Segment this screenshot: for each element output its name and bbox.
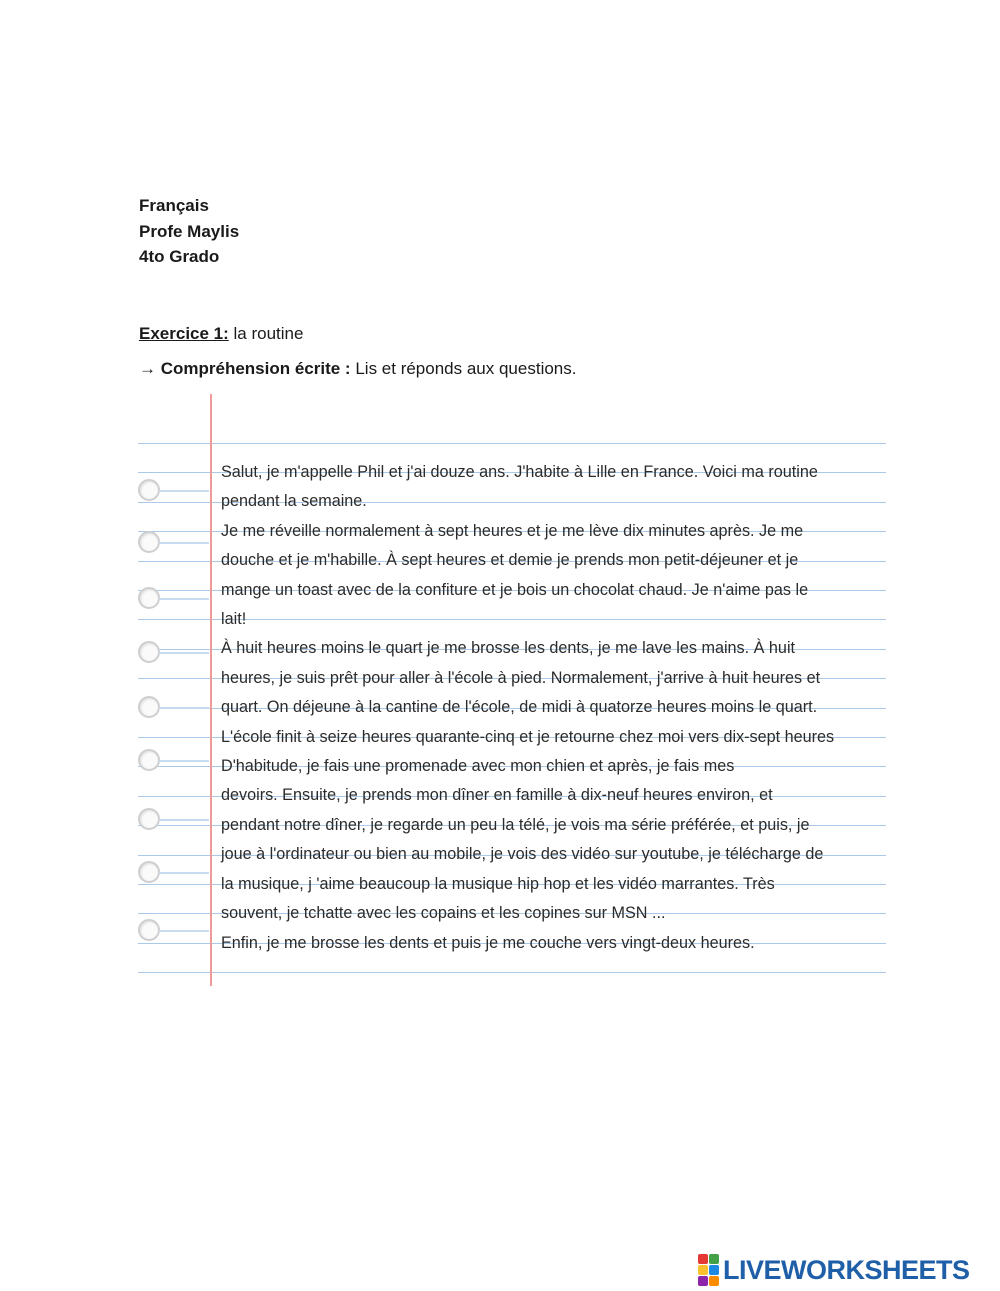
logo-block <box>698 1276 708 1286</box>
exercise-number: Exercice 1: <box>139 324 229 343</box>
ring-shadow-line <box>159 652 209 654</box>
logo-block <box>709 1254 719 1264</box>
binder-ring-icon <box>138 587 160 609</box>
passage-line: pendant notre dîner, je regarde un peu la télé, je vois ma série préférée, et puis, je <box>221 815 810 834</box>
liveworksheets-logo <box>698 1255 970 1285</box>
reading-passage <box>221 458 901 958</box>
binder-ring-icon <box>138 861 160 883</box>
binder-ring-icon <box>138 696 160 718</box>
binder-ring-icon <box>138 808 160 830</box>
ring-shadow-line <box>159 872 209 874</box>
passage-line: mange un toast avec de la confiture et je bois un chocolat chaud. Je n'aime pas le <box>221 580 809 599</box>
instruction-text: Lis et réponds aux questions. <box>350 359 577 378</box>
passage-line: devoirs. Ensuite, je prends mon dîner en famille à dix-neuf heures environ, et <box>221 786 773 805</box>
logo-block <box>709 1276 719 1286</box>
binder-ring-icon <box>138 531 160 553</box>
passage-line: joue à l'ordinateur ou bien au mobile, je vois des vidéo sur youtube, je télécharge de <box>221 845 824 864</box>
passage-line: À huit heures moins le quart je me brosse les dents, je me lave les mains. À huit <box>221 639 796 658</box>
binder-ring-icon <box>138 641 160 663</box>
passage-line: pendant la semaine. <box>221 492 367 511</box>
exercise-title <box>139 322 303 346</box>
ring-shadow-line <box>159 819 209 821</box>
passage-line: la musique, j 'aime beaucoup la musique hip hop et les vidéo marrantes. Très <box>221 874 775 893</box>
teacher-label: Profe Maylis <box>139 221 240 241</box>
grade-label: 4to Grado <box>139 247 220 266</box>
instruction <box>139 357 576 381</box>
passage-line: douche et je m'habille. À sept heures et demie je prends mon petit-déjeuner et je <box>221 551 799 570</box>
logo-block <box>698 1265 708 1275</box>
liveworksheets-logo-text: LIVEWORKSHEETS <box>723 1254 970 1285</box>
document-header <box>139 193 239 270</box>
binder-ring-icon <box>138 749 160 771</box>
ring-shadow-line <box>159 598 209 600</box>
logo-block <box>709 1265 719 1275</box>
ruled-line <box>138 972 886 973</box>
passage-line: lait! <box>221 610 247 629</box>
passage-line: Je me réveille normalement à sept heures et je me lève dix minutes après. Je me <box>221 521 804 540</box>
passage-line: souvent, je tchatte avec les copains et les copines sur MSN ... <box>221 904 666 923</box>
ring-shadow-line <box>159 760 209 762</box>
red-margin-line <box>210 394 212 986</box>
instruction-label: → Compréhension écrite : <box>139 359 351 378</box>
passage-line: L'école finit à seize heures quarante-cinq et je retourne chez moi vers dix-sept heures <box>221 727 835 746</box>
notebook-paper <box>130 394 900 989</box>
logo-block <box>698 1254 708 1264</box>
ring-shadow-line <box>159 707 209 709</box>
passage-line: quart. On déjeune à la cantine de l'école, de midi à quatorze heures moins le quart. <box>221 698 818 717</box>
binder-ring-icon <box>138 919 160 941</box>
passage-line: heures, je suis prêt pour aller à l'école à pied. Normalement, j'arrive à huit heures et <box>221 668 821 687</box>
passage-line: Salut, je m'appelle Phil et j'ai douze ans. J'habite à Lille en France. Voici ma routine <box>221 463 818 481</box>
subject-label: Français <box>139 196 209 215</box>
ring-shadow-line <box>159 490 209 492</box>
exercise-topic: la routine <box>228 324 304 343</box>
ruled-line <box>138 443 886 444</box>
liveworksheets-logo-icon <box>698 1254 719 1286</box>
binder-ring-icon <box>138 479 160 501</box>
ring-shadow-line <box>159 542 209 544</box>
passage-line: D'habitude, je fais une promenade avec mon chien et après, je fais mes <box>221 757 735 776</box>
passage-line: Enfin, je me brosse les dents et puis je me couche vers vingt-deux heures. <box>221 933 755 952</box>
ring-shadow-line <box>159 930 209 932</box>
